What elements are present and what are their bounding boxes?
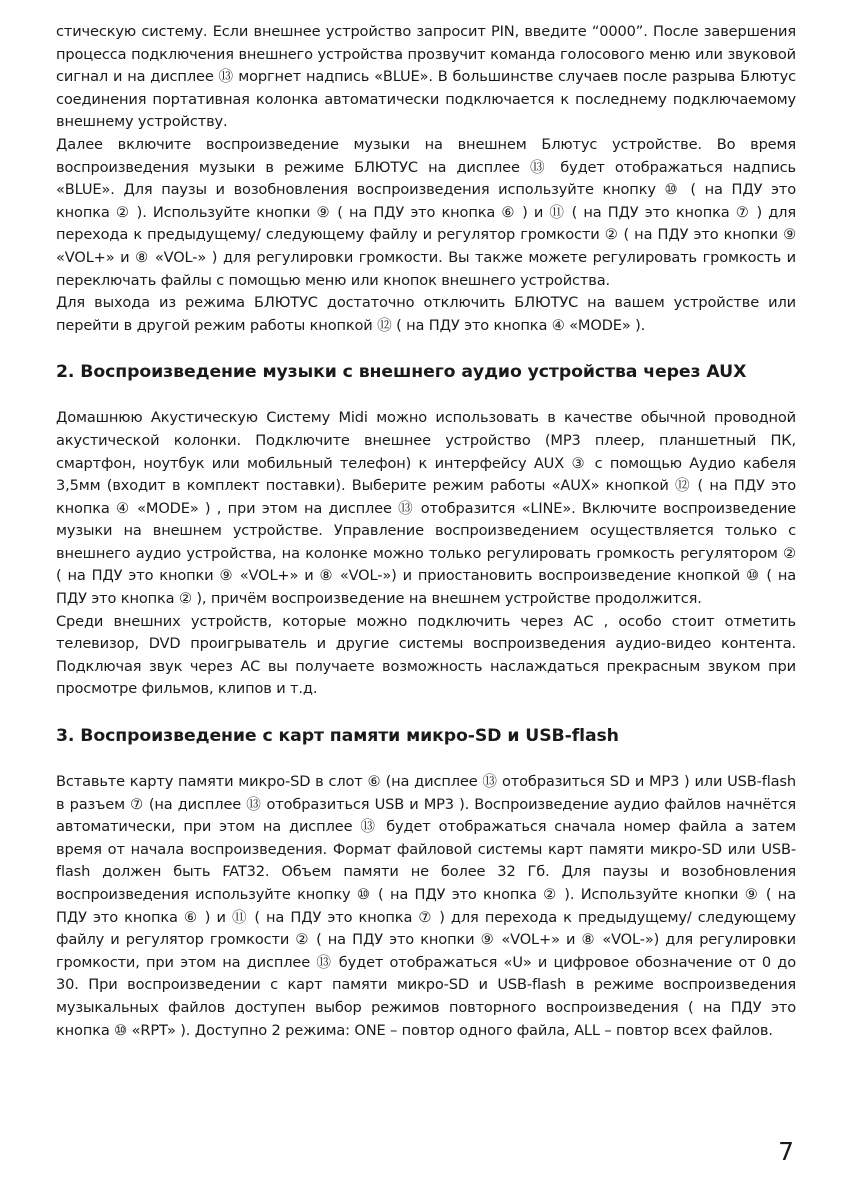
section-2-paragraph-1: Домашнюю Акустическую Систему Midi можно использовать в качестве обычной проводной акустической колонки. Подключите внешнее устройство (MP3 плеер, планшетный ПК, смартфон, ноутбук или мобильный телефон) к интерфейсу AUX ③ с помощью Аудио кабеля 3,5мм (входит в комплект поставки). Выберите режим работы «AUX» кнопкой ⑫ ( на ПДУ это кнопка ④ «MODE» ) , при этом на дисплее ⑬ отобразится «LINE». Включите воспроизведение музыки на внешнем устройстве. Управление воспроизведением осуществляется только с внешнего аудио устройства, на колонке можно только регулировать громкость регулятором ② ( на ПДУ это кнопки ⑨ «VOL+» и ⑧ «VOL-») и приостановить воспроизведение кнопкой ⑩ ( на ПДУ это кнопка ② ), причём воспроизведение на внешнем устройстве продолжится. <box>56 409 796 608</box>
intro-paragraph-2: Далее включите воспроизведение музыки на внешнем Блютус устройстве. Во время воспроизведения музыки в режиме БЛЮТУС на дисплее ⑬ будет отображаться надпись «BLUE». Для паузы и возобновления воспроизведения используйте кнопку ⑩ ( на ПДУ это кнопка ② ). Используйте кнопки ⑨ ( на ПДУ это кнопка ⑥ ) и ⑪ ( на ПДУ это кнопка ⑦ ) для перехода к предыдущему/ следующему файлу и регулятор громкости ② ( на ПДУ это кнопки ⑨ «VOL+» и ⑧ «VOL-» ) для регулировки громкости. Вы также можете регулировать громкость и переключать файлы с помощью меню или кнопок внешнего устройства. <box>56 135 796 289</box>
section-2-heading: 2. Воспроизведение музыки с внешнего аудио устройства через AUX <box>56 362 747 383</box>
section-3-paragraph-1: Вставьте карту памяти микро-SD в слот ⑥ (на дисплее ⑬ отобразиться SD и MP3 ) или USB-flash в разъем ⑦ (на дисплее ⑬ отобразиться USB и MP3 ). Воспроизведение аудио файлов начнётся автоматически, при этом на дисплее ⑬ будет отображаться сначала номер файла а затем время от начала воспроизведения. Формат файловой системы карт памяти микро-SD или USB-flash должен быть FAT32. Объем памяти не более 32 Гб. Для паузы и возобновления воспроизведения используйте кнопку ⑩ ( на ПДУ это кнопка ② ). Используйте кнопки ⑨ ( на ПДУ это кнопка ⑥ ) и ⑪ ( на ПДУ это кнопка ⑦ ) для перехода к предыдущему/ следующему файлу и регулятор громкости ② ( на ПДУ это кнопки ⑨ «VOL+» и ⑧ «VOL-») для регулировки громкости, при этом на дисплее ⑬ будет отображаться «U» и цифровое обозначение от 0 до 30. При воспроизведении с карт памяти микро-SD и USB-flash в режиме воспроизведения музыкальных файлов доступен выбор режимов повторного воспроизведения ( на ПДУ это кнопка ⑩ «RPT» ). Доступно 2 режима: ONE – повтор одного файла, ALL – повтор всех файлов. <box>56 773 796 1039</box>
text-column <box>56 21 796 1042</box>
intro-paragraph-1: стическую систему. Если внешнее устройство запросит PIN, введите “0000”. После завершения процесса подключения внешнего устройства прозвучит команда голосового меню или звуковой сигнал и на дисплее ⑬ моргнет надпись «BLUE». В большинстве случаев после разрыва Блютус соединения портативная колонка автоматически подключается к последнему подключаемому внешнему устройству. <box>56 23 796 131</box>
page-number: 7 <box>778 1137 794 1166</box>
intro-paragraph-3: Для выхода из режима БЛЮТУС достаточно отключить БЛЮТУС на вашем устройстве или перейти в другой режим работы кнопкой ⑫ ( на ПДУ это кнопка ④ «MODE» ). <box>56 294 796 334</box>
section-2-paragraph-2: Среди внешних устройств, которые можно подключить через АС , особо стоит отметить телевизор, DVD проигрыватель и другие системы воспроизведения аудио-видео контента. Подключая звук через АС вы получаете возможность наслаждаться прекрасным звуком при просмотре фильмов, клипов и т.д. <box>56 612 796 698</box>
section-3-heading: 3. Воспроизведение с карт памяти микро-SD и USB-flash <box>56 726 619 747</box>
